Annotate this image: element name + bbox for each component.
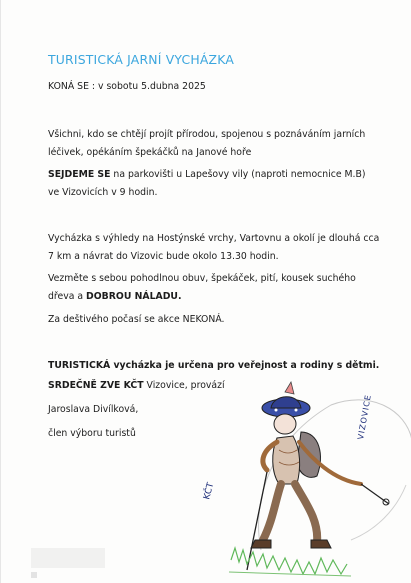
bring-line-2-text: dřeva a [48,290,87,302]
drawing-label-vizovice: VIZOVICE [356,393,373,441]
bring-line-2 [48,288,378,306]
meeting-line-1 [48,166,378,184]
grass [231,548,347,574]
hat-dot [275,409,278,412]
drawing-circle-outline-2 [351,485,406,540]
meeting-label: SEJDEME SE [48,169,111,180]
document-title: TURISTICKÁ JARNÍ VYCHÁZKA [48,52,235,67]
footer-mark-small [31,572,37,578]
boot-left [251,540,271,548]
meeting-line-2: ve Vizovicích v 9 hodin. [48,186,158,198]
route-line-1: Vycházka s výhledy na Hostýnské vrchy, Vartovnu a okolí je dlouhá cca [48,233,380,244]
event-date-label: KONÁ SE : [48,81,96,92]
meeting-paragraph [48,166,378,201]
boot-right [311,540,331,548]
intro-line-2: léčivek, opékáním špekáčků na Janové hoře [48,146,252,158]
hat-dot-2 [295,409,298,412]
intro-paragraph [48,126,378,161]
hiker-leg-right [295,484,317,542]
walking-pole-right [361,484,389,504]
intro-line-1: Všichni, kdo se chtějí projít přírodou, spojenou s poznáváním jarních [48,129,366,140]
public-notice [48,357,378,375]
bring-paragraph [48,270,378,305]
grass-base [229,572,351,576]
invitation-text: Vizovice, provází [143,380,225,391]
hiker-head [274,414,296,434]
meeting-text: na parkovišti u Lapešovy vily (naproti nemocnice M.B) [110,169,366,180]
invitation-bold: SRDEČNĚ ZVE KČT [48,380,144,391]
event-date-text: v sobotu 5.dubna 2025 [95,81,206,92]
hiker-drawing [201,380,411,583]
hat-crown [271,397,301,408]
footer-mark [31,548,105,568]
drawing-label-kct: KČT [202,481,217,501]
hiker-leg-left [263,484,281,540]
rain-notice: Za deštivého počasí se akce NEKONÁ. [48,314,225,325]
guide-name: Jaroslava Divílková, [48,404,139,415]
walking-pole-left [247,472,267,570]
guide-role: člen výboru turistů [48,428,136,439]
public-notice-bold: TURISTICKÁ [48,360,111,371]
route-paragraph [48,230,378,265]
route-line-2: 7 km a návrat do Vizovic bude okolo 13.30 hodin. [48,250,279,262]
bring-line-1: Vezměte s sebou pohodlnou obuv, špekáček, pití, kousek suchého [48,273,356,284]
event-date [48,78,378,96]
public-notice-text: vycházka je určena pro veřejnost a rodiny s dětmi. [110,360,380,371]
hat-feather [285,382,294,394]
good-mood-text: DOBROU NÁLADU. [86,290,182,302]
